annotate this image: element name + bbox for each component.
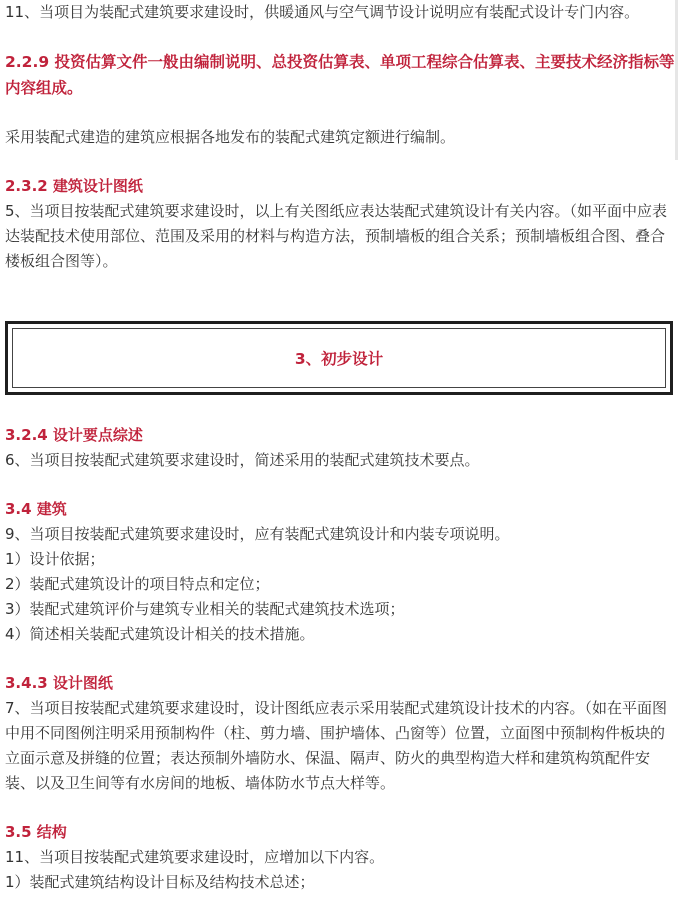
article-block-bottom — [5, 423, 675, 895]
heading-2-2-9: 2.2.9 投资估算文件一般由编制说明、总投资估算表、单项工程综合估算表、主要技术经济指标等内容组成。 — [5, 53, 675, 97]
section-title: 3、初步设计 — [294, 350, 384, 368]
paragraph-drawing-content: 5、当项目按装配式建筑要求建设时，以上有关图纸应表达装配式建筑设计有关内容。（如平面中应表达装配技术使用部位、范围及采用的材料与构造方法，预制墙板的组合关系；预制墙板组合图、叠合楼板组合图等）。 — [5, 202, 668, 270]
heading-3-4-3: 3.4.3 设计图纸 — [5, 674, 113, 692]
heading-3-5: 3.5 结构 — [5, 823, 67, 841]
heading-2-3-2: 2.3.2 建筑设计图纸 — [5, 177, 143, 195]
heading-3-2-4: 3.2.4 设计要点综述 — [5, 426, 143, 444]
section-title-box — [5, 321, 673, 395]
paragraph-structure-note: 11、当项目按装配式建筑要求建设时，应增加以下内容。 — [5, 848, 385, 866]
list-item: 4）简述相关装配式建筑设计相关的技术措施。 — [5, 625, 315, 643]
paragraph-design-summary: 6、当项目按装配式建筑要求建设时，简述采用的装配式建筑技术要点。 — [5, 451, 480, 469]
list-item: 1）设计依据； — [5, 550, 105, 568]
paragraph-hvac-note: 11、当项目为装配式建筑要求建设时，供暖通风与空气调节设计说明应有装配式设计专门内容。 — [5, 3, 640, 21]
list-item: 3）装配式建筑评价与建筑专业相关的装配式建筑技术选项； — [5, 600, 405, 618]
paragraph-architecture-note: 9、当项目按装配式建筑要求建设时，应有装配式建筑设计和内装专项说明。 — [5, 525, 510, 543]
paragraph-quota: 采用装配式建造的建筑应根据各地发布的装配式建筑定额进行编制。 — [5, 128, 456, 146]
paragraph-design-drawings: 7、当项目按装配式建筑要求建设时，设计图纸应表示采用装配式建筑设计技术的内容。（如在平面图中用不同图例注明采用预制构件（柱、剪力墙、围护墙体、凸窗等）位置，立面图中预制构件板块的立面示意及拼缝的位置；表达预制外墙防水、保温、隔声、防火的典型构造大样和建筑构筑配件安装、以及卫生间等有水房间的地板、墙体防水节点大样等。 — [5, 699, 668, 792]
section-title-inner-frame — [12, 328, 666, 388]
list-item: 2）装配式建筑设计的项目特点和定位； — [5, 575, 270, 593]
article-block-top — [5, 0, 675, 274]
list-item: 1）装配式建筑结构设计目标及结构技术总述； — [5, 873, 315, 891]
heading-3-4: 3.4 建筑 — [5, 500, 67, 518]
